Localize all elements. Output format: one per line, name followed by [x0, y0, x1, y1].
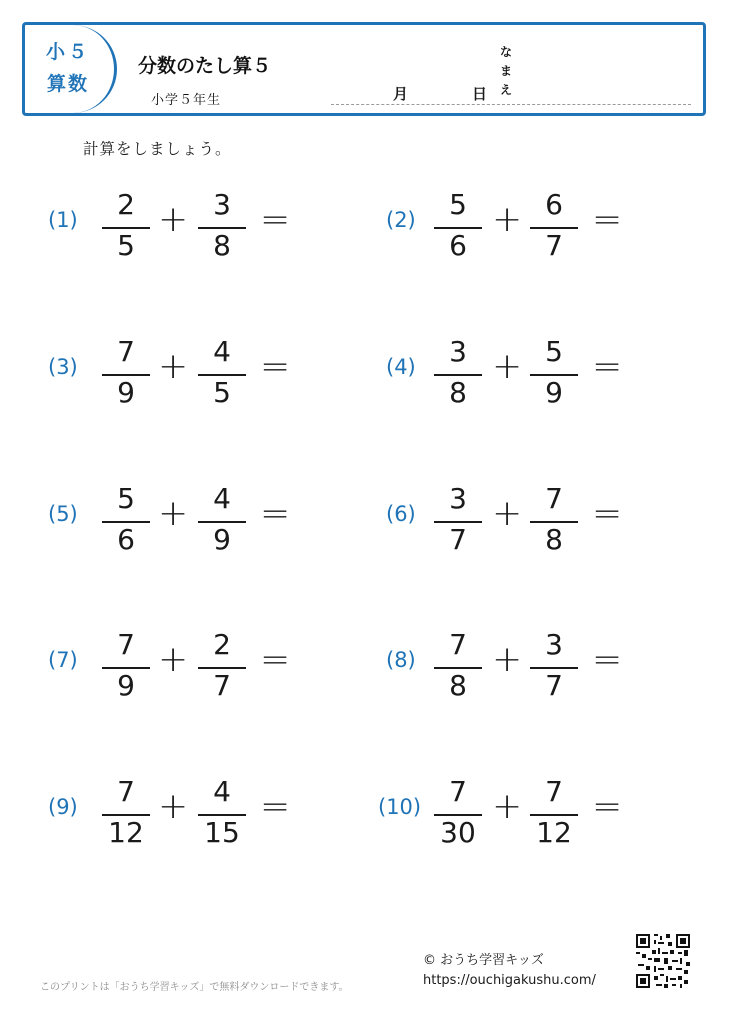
problem-8	[378, 628, 678, 702]
worksheet-subtitle: 小学５年生	[151, 93, 222, 108]
fraction-b	[198, 775, 246, 849]
numerator: 5	[449, 188, 467, 221]
denominator: 7	[545, 229, 563, 262]
equals-sign: =	[592, 786, 623, 827]
numerator: 4	[213, 335, 231, 368]
problem-number: (4)	[386, 355, 416, 379]
equals-sign: =	[592, 639, 623, 680]
problem-number: (1)	[48, 208, 78, 232]
problem-number: (5)	[48, 502, 78, 526]
denominator: 12	[108, 816, 144, 849]
fraction-a	[434, 188, 482, 262]
numerator: 5	[545, 335, 563, 368]
equals-sign: =	[260, 346, 291, 387]
fraction-b	[530, 482, 578, 556]
problem-9	[40, 775, 340, 849]
plus-sign: +	[492, 786, 523, 827]
plus-sign: +	[492, 346, 523, 387]
fraction-b	[530, 335, 578, 409]
worksheet-title: 分数のたし算５	[138, 55, 272, 77]
worksheet-header	[22, 22, 706, 116]
equals-sign: =	[260, 199, 291, 240]
name-label: なまえ	[499, 45, 512, 97]
subject-label: 算数	[46, 73, 89, 95]
fraction-a	[102, 628, 150, 702]
instruction-text: 計算をしましょう。	[83, 140, 232, 158]
fraction-b	[530, 188, 578, 262]
equals-sign: =	[260, 786, 291, 827]
numerator: 3	[545, 628, 563, 661]
equals-sign: =	[592, 346, 623, 387]
denominator: 30	[440, 816, 476, 849]
grade-level: 小５	[45, 41, 90, 63]
denominator: 7	[449, 523, 467, 556]
download-note: このプリントは「おうち学習キッズ」で無料ダウンロードできます。	[40, 982, 349, 993]
numerator: 5	[117, 482, 135, 515]
fraction-a	[434, 628, 482, 702]
equals-sign: =	[592, 199, 623, 240]
denominator: 6	[117, 523, 135, 556]
fraction-a	[102, 775, 150, 849]
month-label: 月	[393, 85, 409, 103]
fraction-b	[198, 628, 246, 702]
problem-3	[40, 335, 340, 409]
problem-number: (8)	[386, 648, 416, 672]
numerator: 7	[545, 775, 563, 808]
numerator: 6	[545, 188, 563, 221]
plus-sign: +	[492, 199, 523, 240]
problem-1	[40, 188, 340, 262]
plus-sign: +	[158, 346, 189, 387]
fraction-b	[530, 775, 578, 849]
problem-number: (3)	[48, 355, 78, 379]
numerator: 7	[545, 482, 563, 515]
denominator: 8	[545, 523, 563, 556]
denominator: 7	[213, 669, 231, 702]
problem-number: (2)	[386, 208, 416, 232]
fraction-a	[434, 335, 482, 409]
problem-4	[378, 335, 678, 409]
equals-sign: =	[260, 493, 291, 534]
plus-sign: +	[158, 639, 189, 680]
day-label: 日	[472, 85, 488, 103]
problem-7	[40, 628, 340, 702]
denominator: 15	[204, 816, 240, 849]
denominator: 5	[213, 376, 231, 409]
problem-6	[378, 482, 678, 556]
plus-sign: +	[492, 639, 523, 680]
plus-sign: +	[158, 786, 189, 827]
fraction-b	[198, 482, 246, 556]
denominator: 9	[213, 523, 231, 556]
denominator: 12	[536, 816, 572, 849]
fraction-b	[530, 628, 578, 702]
numerator: 7	[449, 628, 467, 661]
problem-number: (9)	[48, 795, 78, 819]
fraction-a	[434, 775, 482, 849]
numerator: 3	[449, 335, 467, 368]
denominator: 9	[117, 669, 135, 702]
fraction-a	[102, 335, 150, 409]
problem-number: (10)	[378, 795, 422, 819]
denominator: 8	[213, 229, 231, 262]
fraction-a	[102, 188, 150, 262]
denominator: 8	[449, 376, 467, 409]
grade-badge	[25, 25, 117, 113]
plus-sign: +	[158, 493, 189, 534]
problem-number: (6)	[386, 502, 416, 526]
fraction-a	[434, 482, 482, 556]
problem-number: (7)	[48, 648, 78, 672]
plus-sign: +	[492, 493, 523, 534]
numerator: 7	[117, 775, 135, 808]
name-writing-line	[331, 104, 691, 105]
numerator: 2	[117, 188, 135, 221]
numerator: 2	[213, 628, 231, 661]
problem-2	[378, 188, 678, 262]
denominator: 5	[117, 229, 135, 262]
denominator: 9	[117, 376, 135, 409]
fraction-b	[198, 188, 246, 262]
numerator: 3	[213, 188, 231, 221]
site-url-link[interactable]: https://ouchigakushu.com/	[423, 973, 596, 988]
fraction-b	[198, 335, 246, 409]
numerator: 3	[449, 482, 467, 515]
denominator: 9	[545, 376, 563, 409]
fraction-a	[102, 482, 150, 556]
numerator: 7	[449, 775, 467, 808]
equals-sign: =	[592, 493, 623, 534]
denominator: 8	[449, 669, 467, 702]
qr-code-icon	[636, 934, 690, 988]
plus-sign: +	[158, 199, 189, 240]
problem-10	[378, 775, 678, 849]
denominator: 6	[449, 229, 467, 262]
numerator: 4	[213, 482, 231, 515]
numerator: 7	[117, 335, 135, 368]
equals-sign: =	[260, 639, 291, 680]
problem-5	[40, 482, 340, 556]
numerator: 4	[213, 775, 231, 808]
copyright-text: © おうち学習キッズ	[423, 953, 544, 968]
numerator: 7	[117, 628, 135, 661]
denominator: 7	[545, 669, 563, 702]
